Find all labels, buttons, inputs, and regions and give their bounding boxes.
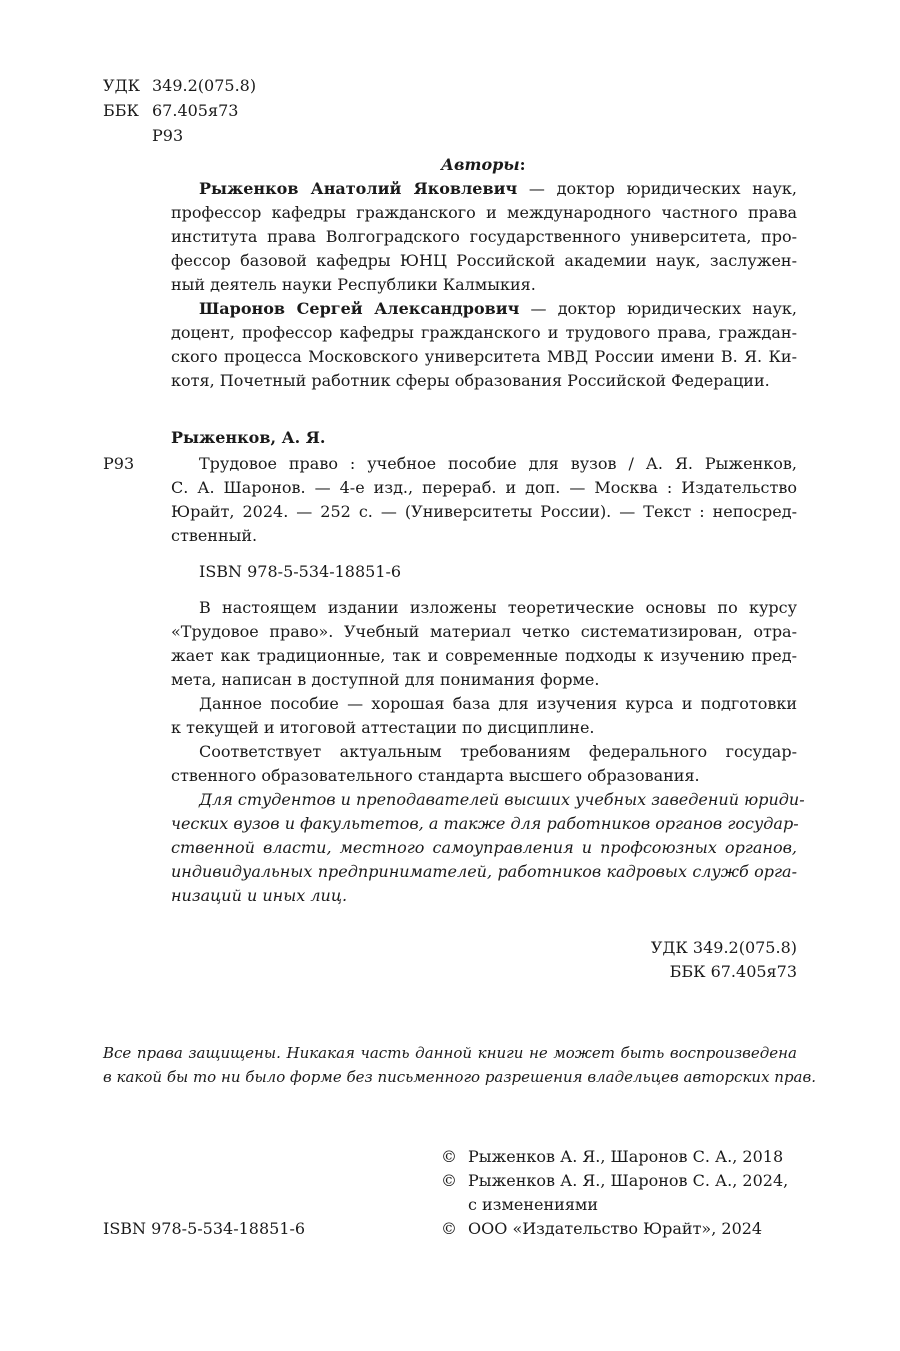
author-2-line-2: доцент, профессор кафедры гражданского и трудового права, граждан-: [171, 323, 797, 342]
author-2-line-1-rest: — доктор юридических наук,: [519, 299, 797, 318]
abstract-p2-line-2: к текущей и итоговой аттестации по дисциплине.: [171, 718, 595, 737]
copyright-symbol-1: ©: [441, 1147, 457, 1166]
abstract-p4-line-2: ческих вузов и факультетов, а также для работников органов государ-: [171, 814, 799, 833]
catalog-author-mark: Р93: [103, 454, 135, 473]
author-mark-top: Р93: [152, 126, 184, 145]
author-2-line-4: котя, Почетный работник сферы образования Российской Федерации.: [171, 371, 770, 390]
author-1-line-5: ный деятель науки Республики Калмыкия.: [171, 275, 536, 294]
author-1-line-1: [199, 177, 797, 201]
abstract-p4-line-1: Для студентов и преподавателей высших учебных заведений юриди-: [199, 790, 805, 809]
copyright-line-1: Рыженков А. Я., Шаронов С. А., 2018: [468, 1147, 784, 1166]
copyright-symbol-2: ©: [441, 1171, 457, 1190]
abstract-p3-line-1: Соответствует актуальным требованиям федерального государ-: [199, 742, 797, 761]
rights-line-2: в какой бы то ни было форме без письменного разрешения владельцев авторских прав.: [103, 1068, 816, 1086]
catalog-line-2: С. А. Шаронов. — 4-е изд., перераб. и доп. — Москва : Издательство: [171, 478, 797, 497]
rights-line-1: Все права защищены. Никакая часть данной книги не может быть воспроизведена: [103, 1044, 797, 1062]
udk-code-bottom: УДК 349.2(075.8): [650, 938, 797, 957]
copyright-line-2-cont: с изменениями: [468, 1195, 599, 1214]
authors-heading-text: Авторы: [441, 155, 520, 174]
catalog-line-1: Трудовое право : учебное пособие для вузов / А. Я. Рыженков,: [199, 454, 797, 473]
abstract-p1-line-3: жает как традиционные, так и современные подходы к изучению пред-: [171, 646, 797, 665]
author-1-line-2: профессор кафедры гражданского и международного частного права: [171, 203, 797, 222]
bbk-label: ББК: [103, 101, 139, 120]
isbn-bottom: ISBN 978-5-534-18851-6: [103, 1219, 306, 1238]
copyright-line-2: Рыженков А. Я., Шаронов С. А., 2024,: [468, 1171, 789, 1190]
catalog-main-author: Рыженков, А. Я.: [171, 428, 326, 447]
abstract-p1-line-2: «Трудовое право». Учебный материал четко систематизирован, отра-: [171, 622, 797, 641]
bbk-code-bottom: ББК 67.405я73: [669, 962, 797, 981]
abstract-p4-line-4: индивидуальных предпринимателей, работников кадровых служб орга-: [171, 862, 797, 881]
catalog-isbn: ISBN 978-5-534-18851-6: [199, 562, 402, 581]
author-1-line-1-rest: — доктор юридических наук,: [517, 179, 798, 198]
copyright-symbol-3: ©: [441, 1219, 457, 1238]
catalog-line-4: ственный.: [171, 526, 258, 545]
abstract-p1-line-1: В настоящем издании изложены теоретические основы по курсу: [199, 598, 797, 617]
abstract-p4-line-5: низаций и иных лиц.: [171, 886, 348, 905]
bbk-value: 67.405я73: [152, 101, 239, 120]
author-2-line-1: [199, 297, 797, 321]
author-1-line-3: института права Волгоградского государственного университета, про-: [171, 227, 797, 246]
udk-label: УДК: [103, 76, 140, 95]
udk-value: 349.2(075.8): [152, 76, 257, 95]
author-2-name: Шаронов Сергей Александрович: [199, 299, 520, 318]
authors-heading-colon: :: [519, 155, 526, 174]
abstract-p3-line-2: ственного образовательного стандарта высшего образования.: [171, 766, 700, 785]
authors-heading: [441, 153, 526, 177]
catalog-line-3: Юрайт, 2024. — 252 с. — (Университеты России). — Текст : непосред-: [171, 502, 797, 521]
abstract-p4-line-3: ственной власти, местного самоуправления и профсоюзных органов,: [171, 838, 797, 857]
copyright-line-3: ООО «Издательство Юрайт», 2024: [468, 1219, 763, 1238]
abstract-p2-line-1: Данное пособие — хорошая база для изучения курса и подготовки: [199, 694, 797, 713]
author-1-line-4: фессор базовой кафедры ЮНЦ Российской академии наук, заслужен-: [171, 251, 797, 270]
abstract-p1-line-4: мета, написан в доступной для понимания форме.: [171, 670, 600, 689]
author-2-line-3: ского процесса Московского университета МВД России имени В. Я. Ки-: [171, 347, 797, 366]
author-1-name: Рыженков Анатолий Яковлевич: [199, 179, 518, 198]
